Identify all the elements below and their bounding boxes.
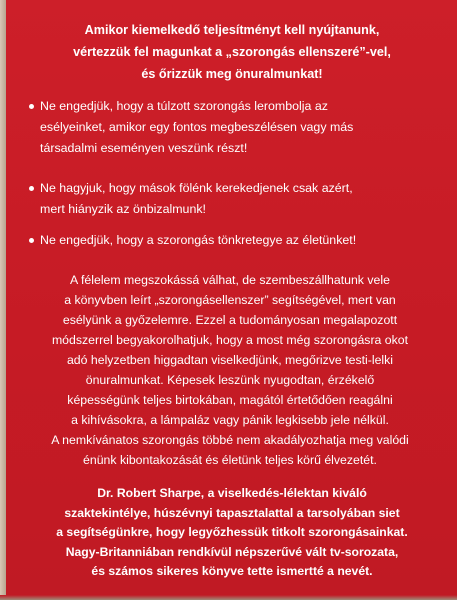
bullet-line: Ne hagyjuk, hogy mások fölénk kerekedjenek csak azért, [40, 181, 353, 195]
author-line: Dr. Robert Sharpe, a viselkedés-lélektan kiváló [97, 486, 367, 500]
description-line: esélyünk a győzelemre. Ezzel a tudományosan megalapozott [62, 313, 398, 327]
paper-edge-bottom [0, 595, 457, 600]
intro-paragraph [22, 19, 442, 85]
intro-line: vértezzük fel magunkat a „szorongás ellenszeré”-vel, [73, 45, 391, 59]
paper-edge-left [0, 0, 6, 600]
description-line: énünk kibontakozását és életünk teljes körű élvezetét. [83, 453, 377, 467]
bullet-dot-icon [29, 186, 34, 191]
bullet-dot-icon [29, 238, 34, 243]
description-line: A nemkívánatos szorongás többé nem akadályozhatja meg valódi [51, 433, 409, 447]
description-line: a kihívásokra, a lámpaláz vagy pánik legkisebb jele nélkül. [71, 413, 389, 427]
bullet-item [40, 178, 440, 220]
description-line: képességünk teljes birtokában, magától értetődően reagálni [67, 393, 393, 407]
bullet-line: mert hiányzik az önbizalmunk! [40, 202, 206, 216]
intro-line: Amikor kiemelkedő teljesítményt kell nyújtanunk, [84, 23, 380, 37]
bullet-line: Ne engedjük, hogy a túlzott szorongás lerombolja az [40, 99, 328, 113]
bullet-line: esélyeinket, amikor egy fontos megbeszélésen vagy más [40, 120, 354, 134]
bullet-line: társadalmi eseményen veszünk részt! [40, 141, 248, 155]
description-line: adó helyzetben higgadtan viselkedjünk, megőrizve testi-lelki [66, 353, 394, 367]
bullet-item [40, 230, 440, 251]
description-line: önuralmunkat. Képesek leszünk nyugodtan, érzékelő [85, 373, 375, 387]
author-line: a segítségünkre, hogy legyőzhessük titkolt szorongásainkat. [56, 525, 408, 539]
description-line: A félelem megszokássá válhat, de szembeszállhatunk vele [70, 273, 390, 287]
author-line: szaktekintélye, húszévnyi tapasztalattal a tarsolyában siet [64, 505, 400, 520]
author-line: és számos sikeres könyve tette ismertté a nevét. [91, 564, 373, 578]
bullet-item [40, 96, 440, 159]
author-line: Nagy-Britanniában rendkívül népszerűvé vált tv-sorozata, [65, 544, 399, 559]
bullet-line: Ne engedjük, hogy a szorongás tönkretegye az életünket! [40, 233, 357, 247]
bullet-dot-icon [29, 104, 34, 109]
author-bio [22, 484, 442, 582]
intro-line: és őrizzük meg önuralmunkat! [141, 67, 323, 81]
description-line: módszerrel begyakorolhatjuk, hogy a most még szorongásra okot [51, 333, 409, 347]
description-paragraph [28, 270, 432, 470]
description-line: a könyvben leírt „szorongásellenszer” segítségével, mert van [64, 293, 396, 307]
